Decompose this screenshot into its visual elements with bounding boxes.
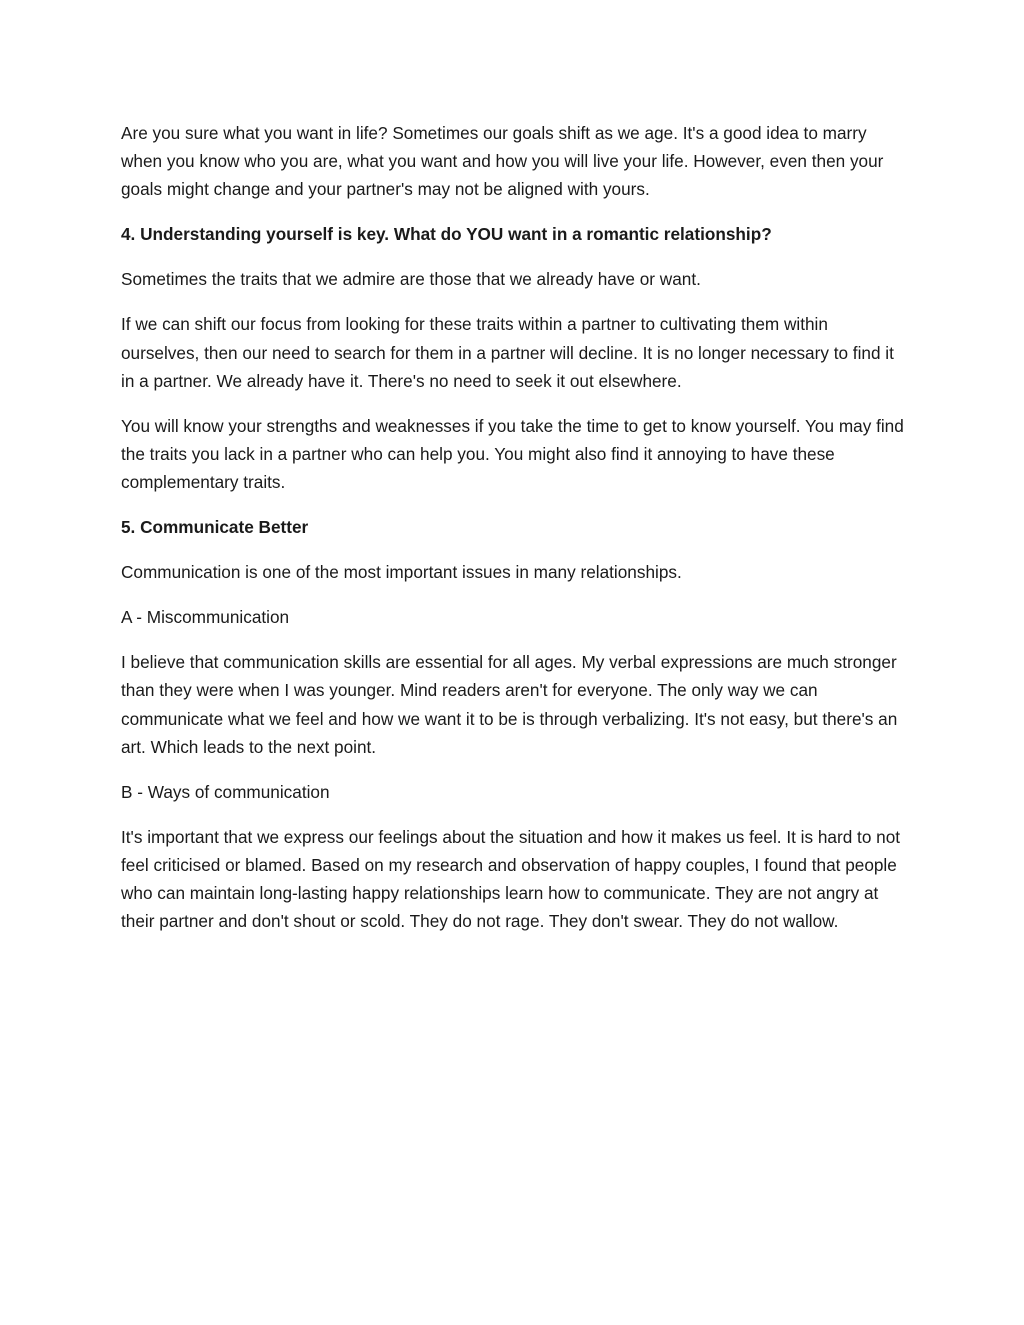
section-heading-understanding-yourself: 4. Understanding yourself is key. What do YOU want in a romantic relationship? xyxy=(121,224,772,245)
paragraph-express-feelings: It's important that we express our feelings about the situation and how it makes us feel. It is hard to not feel criticised or blamed. Based on my research and observation of happy couples, I found that people who can maintain long-lasting happy relationships learn how to communicate. They are not angry at their partner and don't shout or scold. They do not rage. They don't swear. They do not wallow. xyxy=(121,826,901,932)
paragraph-strengths-weaknesses: You will know your strengths and weaknesses if you take the time to get to know yourself. You may find the traits you lack in a partner who can help you. You might also find it annoying to have these complementary traits. xyxy=(121,415,904,493)
paragraph-communication-importance: Communication is one of the most important issues in many relationships. xyxy=(121,562,682,583)
subheading-miscommunication: A - Miscommunication xyxy=(121,607,290,628)
paragraph-shift-focus: If we can shift our focus from looking for these traits within a partner to cultivating them within ourselves, then our need to search for them in a partner will decline. It is no longer necessary to find it in a partner. We already have it. There's no need to seek it out elsewhere. xyxy=(121,314,894,391)
paragraph-admired-traits: Sometimes the traits that we admire are those that we already have or want. xyxy=(121,269,701,290)
document-body xyxy=(121,119,911,952)
section-heading-communicate-better: 5. Communicate Better xyxy=(121,517,309,538)
paragraph-communication-skills: I believe that communication skills are essential for all ages. My verbal expressions are much stronger than they were when I was younger. Mind readers aren't for everyone. The only way we can communicate what we feel and how we want it to be is through verbalizing. It's not easy, but there's an art. Which leads to the next point. xyxy=(121,652,898,757)
subheading-ways-of-communication: B - Ways of communication xyxy=(121,781,330,802)
paragraph-goals: Are you sure what you want in life? Sometimes our goals shift as we age. It's a good idea to marry when you know who you are, what you want and how you will live your life. However, even then your goals might change and your partner's may not be aligned with yours. xyxy=(121,123,884,200)
